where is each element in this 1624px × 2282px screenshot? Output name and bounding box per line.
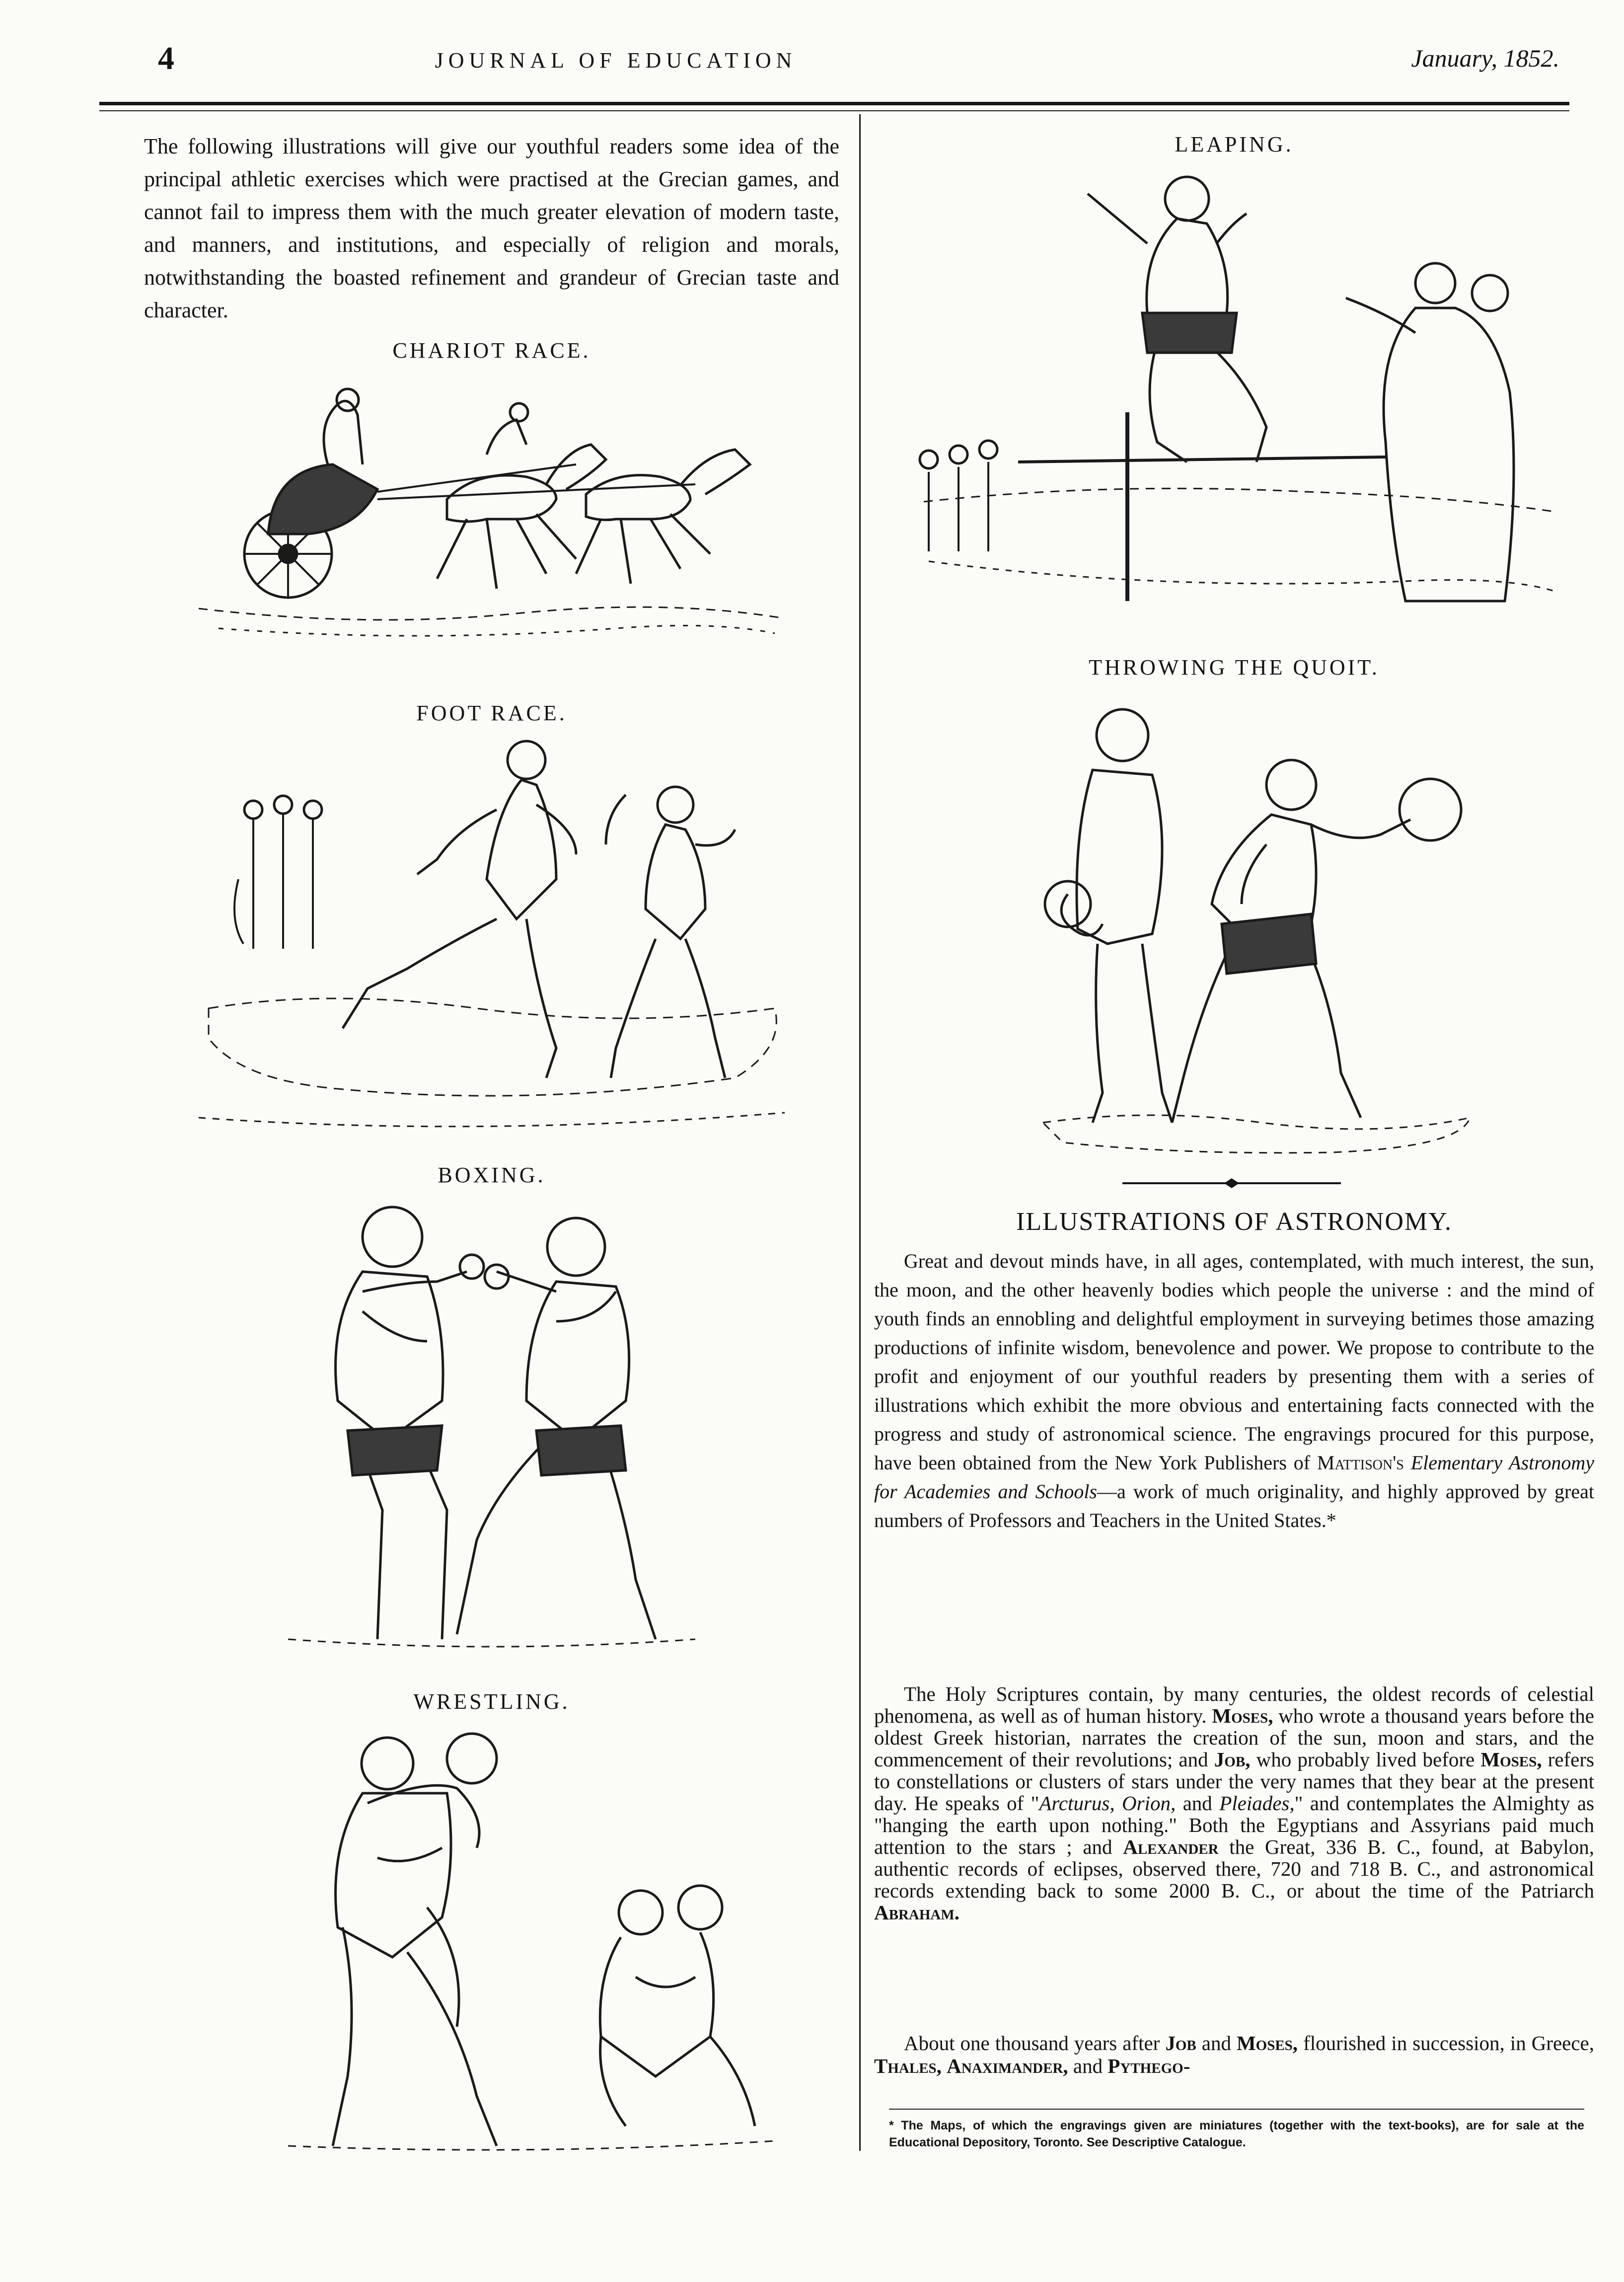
star-names: Pleiades, [1219,1792,1295,1815]
caption-foot-race: FOOT RACE. [416,701,567,725]
engraving-leaping [909,164,1564,626]
caption-wrestling: WRESTLING. [413,1689,570,1714]
engraving-boxing [278,1192,705,1654]
name-mattison: Mattison's [1317,1451,1404,1474]
footnote: * The Maps, of which the engravings given are miniatures (together with the text-books), are for sale at the Educational Depository, Toronto. See Descriptive Catalogue. [889,2119,1584,2149]
caption-leaping: LEAPING. [1175,132,1294,156]
engraving-wrestling [278,1719,785,2156]
header-rule-thin [99,110,1569,111]
engraving-chariot-race [169,370,814,648]
paragraph-text: and [1196,2032,1237,2054]
paragraph-text: and [1176,1792,1220,1815]
name-moses: Moses, [1480,1748,1542,1771]
caption-chariot-race: CHARIOT RACE. [392,338,591,363]
engraving-foot-race [179,730,805,1142]
paragraph-text: who wrote a thousand years before the oldest Greek historian, narrates the creation of the sun, moon and stars, and the commencement of their revolutions; and [874,1704,1594,1771]
astronomy-paragraph-3 [874,2032,1594,2077]
page-number: 4 [158,40,174,76]
section-title: ILLUSTRATIONS OF ASTRONOMY. [1016,1208,1452,1236]
paragraph-text: " and contemplates the Almighty as "hanging the earth upon nothing." Both the Egyptians and Assyrians paid much attention to the stars ; and [874,1792,1594,1858]
intro-paragraph: The following illustrations will give our youthful readers some idea of the principal athletic exercises which were practised at the Grecian games, and cannot fail to impress them with the much greater elevation of modern taste, and manners, and institutions, and especially of religion and morals, notwithstanding the boasted refinement and grandeur of Grecian taste and character. [144,134,839,322]
paragraph-text: About one thousand years after [904,2032,1166,2054]
name-abraham: Abraham. [874,1901,960,1924]
caption-throwing-the-quoit: THROWING THE QUOIT. [1089,655,1380,680]
name-pythagoras: Pythego- [1107,2054,1190,2077]
name-job: Job, [1214,1748,1251,1771]
name-anaximander: Anaximander, [947,2054,1068,2077]
caption-boxing: BOXING. [438,1163,546,1187]
header-rule [99,102,1569,105]
paragraph-text: who probably lived before [1250,1748,1481,1771]
astronomy-paragraph-1 [874,1247,1594,1535]
name-alexander: Alexander [1123,1835,1219,1858]
paragraph-text: The Holy Scriptures contain, by many centuries, the oldest records of celestial phenomena, as well as of human history. [874,1682,1594,1727]
name-moses: Moses, [1236,2032,1298,2054]
journal-title: JOURNAL OF EDUCATION [435,48,797,73]
name-thales: Thales, [874,2054,942,2077]
paragraph-text: —a work of much originality, and highly approved by great numbers of Professors and Teachers in the United States.* [874,1480,1594,1531]
paragraph-text: flourished in succession, in Greece, [1298,2032,1594,2054]
paragraph-text: and [1068,2054,1108,2077]
footnote-rule [889,2109,1584,2110]
page-header [0,40,1624,84]
name-job: Job [1165,2032,1196,2054]
paragraph-text: the Great, 336 B. C., found, at Babylon, authentic records of eclipses, observed there, 720 and 718 B. C., and astronomical records extending back to some 2000 B. C., or about the time of the Patriarch [874,1835,1594,1902]
ornament-divider [1122,1178,1341,1188]
book-title: Elementary Astronomy for Academies and Schools [874,1451,1594,1503]
engraving-throwing-the-quoit [1033,695,1480,1157]
column-divider [859,114,861,2151]
issue-date: January, 1852. [1411,44,1559,72]
star-names: Arcturus, Orion, [1039,1792,1176,1815]
name-moses: Moses, [1212,1704,1273,1727]
astronomy-paragraph-2 [874,1683,1594,1923]
paragraph-text: Great and devout minds have, in all ages, contemplated, with much interest, the sun, the moon, and the other heavenly bodies which people the universe : and the mind of youth finds an ennobling and delightful employment in surveying betimes those amazing productions of infinite wisdom, benevolence and power. We propose to contribute to the profit and enjoyment of our youthful readers by presenting them with a series of illustrations which exhibit the more obvious and entertaining facts connected with the progress and study of astronomical science. The engravings procured for this purpose, have been obtained from the New York Publishers of [874,1250,1594,1474]
paragraph-text: refers to constellations or clusters of stars under the very names that they bear at the present day. He speaks of " [874,1748,1594,1815]
